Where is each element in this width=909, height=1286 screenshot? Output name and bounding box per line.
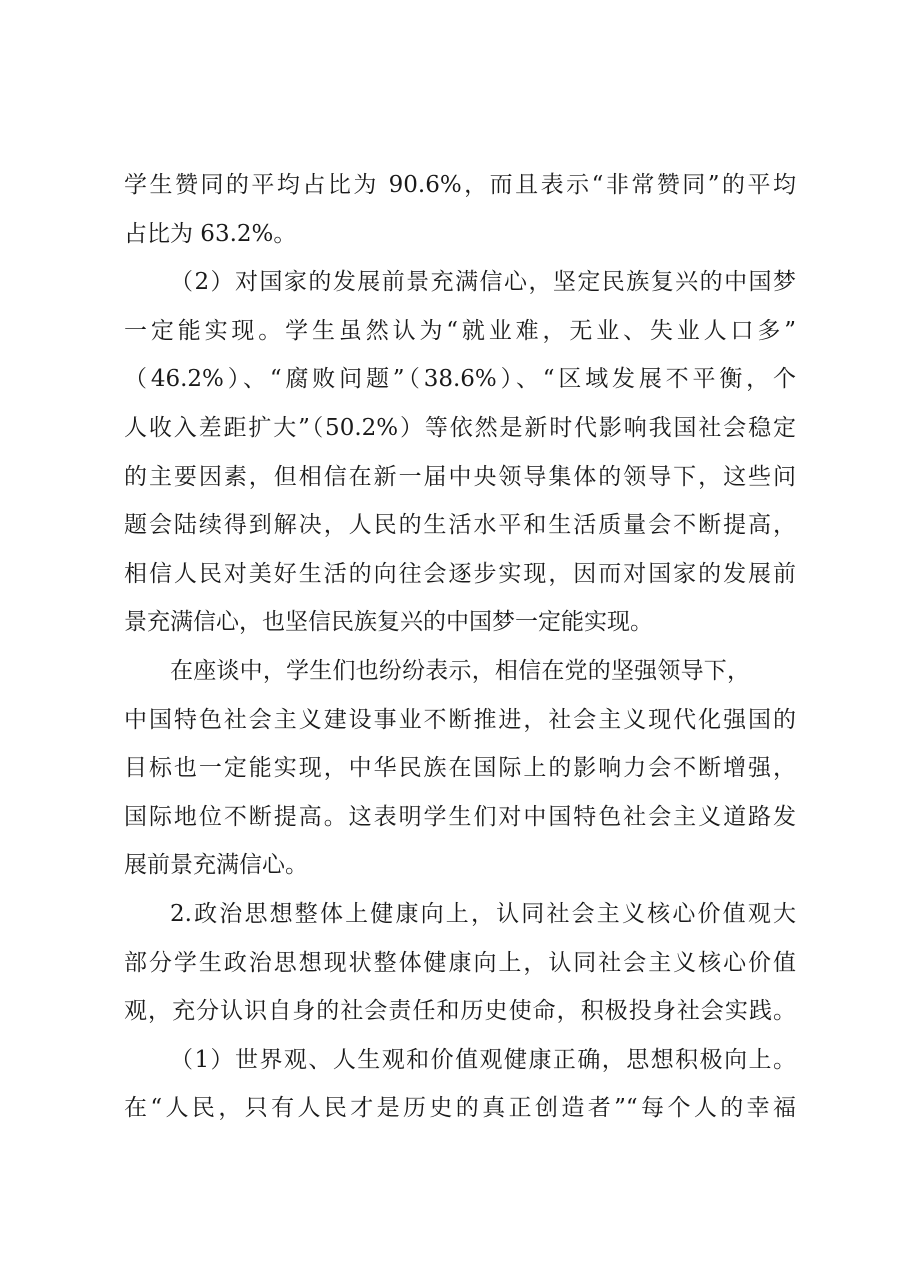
text-line: 题会陆续得到解决，人民的生活水平和生活质量会不断提高， [124, 512, 796, 539]
text-line: 一定能实现。学生虽然认为“就业难，无业、失业人口多” [124, 317, 796, 344]
text-line: 国际地位不断提高。这表明学生们对中国特色社会主义道路发 [124, 803, 796, 830]
text-line: 在“人民，只有人民才是历史的真正创造者”“每个人的幸福 [124, 1095, 796, 1122]
text-line: 学生赞同的平均占比为 90.6%，而且表示“非常赞同”的平均 [124, 172, 796, 198]
paragraph-first-line: （2）对国家的发展前景充满信心，坚定民族复兴的中国梦 [170, 269, 796, 296]
paragraph-first-line: 在座谈中，学生们也纷纷表示，相信在党的坚强领导下， [170, 657, 750, 684]
text-line: 的主要因素，但相信在新一届中央领导集体的领导下，这些问 [124, 463, 796, 490]
text-line: 部分学生政治思想现状整体健康向上，认同社会主义核心价值 [124, 949, 796, 976]
text-line: 相信人民对美好生活的向往会逐步实现，因而对国家的发展前 [124, 560, 796, 587]
section-heading-line: 2.政治思想整体上健康向上，认同社会主义核心价值观大 [170, 900, 796, 927]
text-line: 占比为 63.2%。 [124, 220, 297, 247]
text-line: （46.2%）、“腐败问题”（38.6%）、“区域发展不平衡，个 [124, 366, 796, 393]
text-line: 景充满信心，也坚信民族复兴的中国梦一定能实现。 [124, 609, 653, 636]
text-line: 人收入差距扩大”（50.2%）等依然是新时代影响我国社会稳定 [124, 414, 796, 441]
text-line: 中国特色社会主义建设事业不断推进，社会主义现代化强国的 [124, 706, 796, 733]
text-line: 展前景充满信心。 [124, 852, 308, 879]
text-line: 观，充分认识自身的社会责任和历史使命，积极投身社会实践。 [124, 998, 796, 1025]
document-body [124, 161, 796, 1133]
paragraph-first-line: （1）世界观、人生观和价值观健康正确，思想积极向上。 [170, 1046, 796, 1073]
text-line: 目标也一定能实现，中华民族在国际上的影响力会不断增强， [124, 755, 796, 782]
